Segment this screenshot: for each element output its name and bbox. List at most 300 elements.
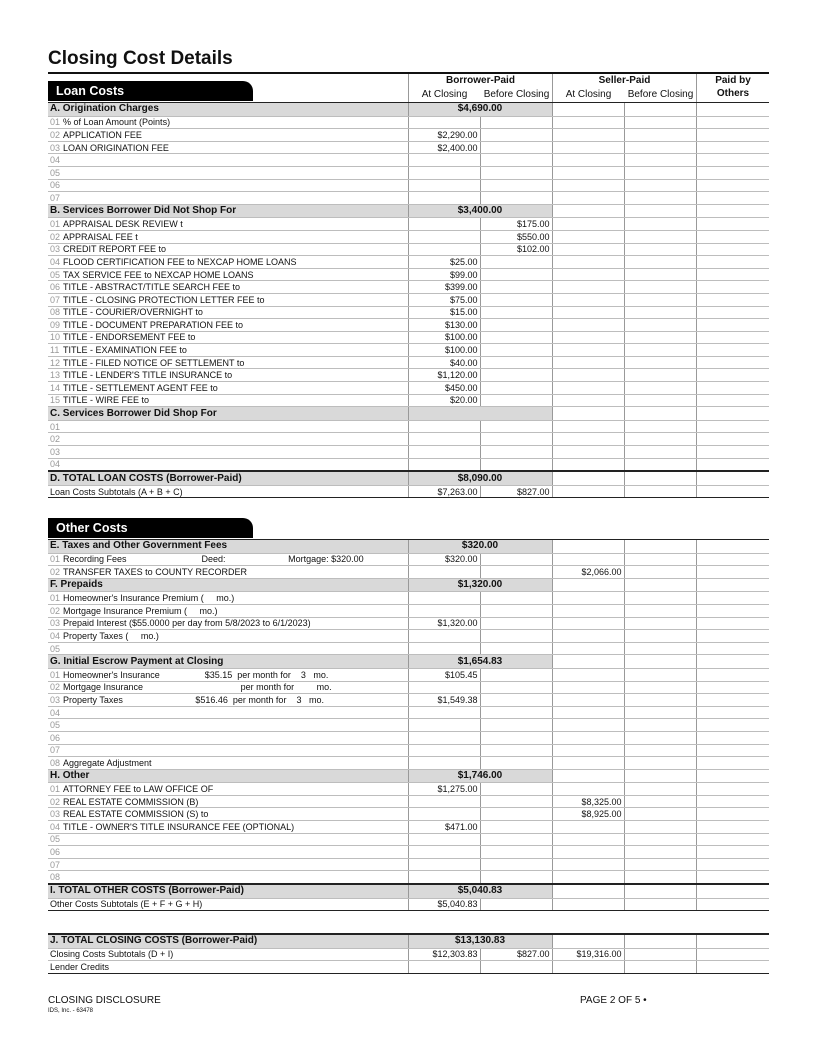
paid-by-others-cell	[696, 471, 769, 485]
borrower-at-closing-cell: $3,400.00	[408, 204, 552, 218]
line-item-row	[48, 344, 769, 357]
seller-at-closing-cell	[552, 103, 624, 117]
seller-at-closing-cell: $19,316.00	[552, 948, 624, 961]
seller-before-closing-cell	[624, 129, 696, 142]
borrower-at-closing-cell	[408, 592, 480, 605]
row-label-cell	[48, 553, 408, 566]
row-label: TITLE - WIRE FEE to	[63, 395, 150, 406]
row-label-cell	[48, 268, 408, 281]
seller-at-closing-cell	[552, 898, 624, 911]
borrower-before-closing-cell	[480, 420, 552, 433]
borrower-before-closing-cell	[480, 757, 552, 770]
row-label-cell	[48, 731, 408, 744]
row-label-cell	[48, 281, 408, 294]
borrower-at-closing-cell: $5,040.83	[408, 884, 552, 898]
paid-by-others-cell	[696, 166, 769, 179]
seller-before-closing-cell	[624, 706, 696, 719]
borrower-before-closing-cell	[480, 356, 552, 369]
seller-before-closing-cell	[624, 769, 696, 783]
seller-at-closing-cell	[552, 604, 624, 617]
line-number: 01	[50, 554, 61, 565]
line-number: 15	[50, 395, 61, 406]
row-label: Aggregate Adjustment	[63, 757, 152, 768]
row-label: Homeowner's Insurance $35.15 per month for 3 mo.	[63, 669, 329, 680]
seller-before-closing-cell	[624, 668, 696, 681]
borrower-at-closing-cell: $100.00	[408, 331, 480, 344]
paid-by-others-cell	[696, 655, 769, 669]
seller-at-closing-cell	[552, 166, 624, 179]
line-item-row	[48, 846, 769, 859]
line-item-row	[48, 630, 769, 643]
seller-at-closing-cell	[552, 655, 624, 669]
line-item-row	[48, 293, 769, 306]
line-number: 04	[50, 155, 61, 166]
line-number: 04	[50, 256, 61, 267]
row-label: Property Taxes ( mo.)	[63, 630, 159, 641]
row-label-cell	[48, 769, 408, 783]
borrower-at-closing-cell	[408, 795, 480, 808]
paid-by-others-cell	[696, 961, 769, 974]
row-label-cell	[48, 293, 408, 306]
row-label-cell	[48, 256, 408, 269]
seller-before-closing-cell	[624, 319, 696, 332]
line-number: 05	[50, 167, 61, 178]
seller-at-closing-cell	[552, 293, 624, 306]
seller-before-closing-cell	[624, 407, 696, 421]
seller-at-closing-cell	[552, 243, 624, 256]
row-label: J. TOTAL CLOSING COSTS (Borrower-Paid)	[50, 935, 258, 947]
borrower-at-closing-cell	[408, 833, 480, 846]
line-item-row	[48, 604, 769, 617]
seller-at-closing-cell	[552, 356, 624, 369]
row-label: TAX SERVICE FEE to NEXCAP HOME LOANS	[63, 269, 254, 280]
seller-before-closing-cell	[624, 420, 696, 433]
seller-before-closing-cell	[624, 871, 696, 884]
borrower-before-closing-cell	[480, 833, 552, 846]
footer-vendor: IDS, Inc. - 63478	[48, 1008, 94, 1014]
borrower-before-closing-cell	[480, 871, 552, 884]
paid-by-others-cell	[696, 485, 769, 498]
borrower-before-closing-cell	[480, 706, 552, 719]
row-label-cell	[48, 858, 408, 871]
borrower-at-closing-cell	[408, 420, 480, 433]
paid-by-others-cell	[696, 617, 769, 630]
borrower-before-closing-cell	[480, 795, 552, 808]
row-label: TITLE - LENDER'S TITLE INSURANCE to	[63, 370, 233, 381]
row-label-cell	[48, 116, 408, 129]
paid-by-others-cell	[696, 204, 769, 218]
paid-by-others-cell	[696, 694, 769, 707]
paid-by-others-cell	[696, 783, 769, 796]
row-label-cell	[48, 204, 408, 218]
seller-before-closing-cell	[624, 681, 696, 694]
row-label: Lender Credits	[50, 961, 110, 972]
paid-by-others-cell	[696, 268, 769, 281]
row-label-cell	[48, 604, 408, 617]
line-number: 06	[50, 732, 61, 743]
seller-at-closing-cell	[552, 934, 624, 948]
line-item-row	[48, 808, 769, 821]
line-item-row	[48, 898, 769, 911]
row-label: Recording Fees Deed: Mortgage: $320.00	[63, 554, 364, 565]
seller-before-closing-cell	[624, 281, 696, 294]
seller-before-closing-cell	[624, 394, 696, 407]
seller-at-closing-cell	[552, 578, 624, 592]
seller-at-closing-cell	[552, 433, 624, 446]
line-item-row	[48, 394, 769, 407]
borrower-before-closing-cell	[480, 446, 552, 459]
borrower-at-closing-cell: $320.00	[408, 540, 552, 554]
seller-at-closing-cell	[552, 694, 624, 707]
row-label: Mortgage Insurance per month for mo.	[63, 682, 332, 693]
borrower-before-closing-cell	[480, 141, 552, 154]
seller-before-closing-cell	[624, 578, 696, 592]
seller-at-closing-cell	[552, 230, 624, 243]
paid-by-others-cell	[696, 553, 769, 566]
paid-by-others-cell	[696, 154, 769, 167]
seller-at-closing-cell	[552, 485, 624, 498]
row-label: TITLE - CLOSING PROTECTION LETTER FEE to	[63, 294, 265, 305]
line-number: 01	[50, 593, 61, 604]
borrower-at-closing-cell: $1,320.00	[408, 578, 552, 592]
row-label: TITLE - SETTLEMENT AGENT FEE to	[63, 382, 218, 393]
row-label: F. Prepaids	[50, 579, 103, 591]
line-item-row	[48, 433, 769, 446]
borrower-before-closing-cell	[480, 961, 552, 974]
seller-before-closing-cell	[624, 655, 696, 669]
borrower-before-closing-cell	[480, 898, 552, 911]
line-number: 04	[50, 459, 61, 470]
row-label-cell	[48, 230, 408, 243]
line-number: 01	[50, 117, 61, 128]
seller-at-closing-cell	[552, 268, 624, 281]
seller-at-closing-cell	[552, 871, 624, 884]
seller-at-closing-cell	[552, 846, 624, 859]
seller-at-closing-cell	[552, 192, 624, 205]
row-label: TRANSFER TAXES to COUNTY RECORDER	[63, 566, 248, 577]
seller-paid-header: Seller-Paid	[598, 75, 651, 86]
line-item-row	[48, 319, 769, 332]
line-number: 02	[50, 231, 61, 242]
line-item-row	[48, 694, 769, 707]
borrower-before-closing-cell	[480, 281, 552, 294]
line-number: 02	[50, 434, 61, 445]
borrower-at-closing-cell: $4,690.00	[408, 103, 552, 117]
seller-before-closing-cell	[624, 166, 696, 179]
paid-by-others-cell	[696, 769, 769, 783]
borrower-before-closing-cell	[480, 166, 552, 179]
paid-by-others-cell	[696, 566, 769, 579]
paid-by-others-cell	[696, 540, 769, 554]
seller-at-closing-cell	[552, 592, 624, 605]
borrower-before-closing-cell	[480, 369, 552, 382]
other-costs-tab: Other Costs	[48, 518, 253, 538]
row-label-cell	[48, 617, 408, 630]
paid-by-others-header-1: Paid by	[715, 75, 751, 86]
paid-by-others-cell	[696, 948, 769, 961]
borrower-before-closing-cell	[480, 694, 552, 707]
line-number: 08	[50, 757, 61, 768]
borrower-at-closing-cell: $75.00	[408, 293, 480, 306]
row-label-cell	[48, 757, 408, 770]
seller-before-closing-cell	[624, 369, 696, 382]
paid-by-others-cell	[696, 192, 769, 205]
row-label: H. Other	[50, 769, 90, 781]
borrower-before-closing-cell	[480, 744, 552, 757]
line-item-row	[48, 331, 769, 344]
paid-by-others-cell	[696, 420, 769, 433]
paid-by-others-cell	[696, 179, 769, 192]
seller-before-closing-cell	[624, 961, 696, 974]
paid-by-others-cell	[696, 344, 769, 357]
borrower-before-closing-cell	[480, 566, 552, 579]
line-number: 03	[50, 809, 61, 820]
seller-at-closing-cell	[552, 394, 624, 407]
borrower-before-closing-cell	[480, 821, 552, 834]
seller-at-closing-cell	[552, 204, 624, 218]
line-item-row	[48, 179, 769, 192]
line-number: 02	[50, 566, 61, 577]
seller-before-closing-cell	[624, 694, 696, 707]
seller-at-closing-cell	[552, 961, 624, 974]
paid-by-others-cell	[696, 630, 769, 643]
borrower-at-closing-cell: $450.00	[408, 382, 480, 395]
row-label-cell	[48, 485, 408, 498]
line-item-row	[48, 566, 769, 579]
borrower-before-closing-cell	[480, 154, 552, 167]
row-label-cell	[48, 103, 408, 117]
borrower-at-closing-cell: $100.00	[408, 344, 480, 357]
row-label-cell	[48, 948, 408, 961]
borrower-before-closing-cell	[480, 731, 552, 744]
row-label: TITLE - ENDORSEMENT FEE to	[63, 332, 196, 343]
row-label-cell	[48, 369, 408, 382]
line-number: 11	[50, 345, 60, 356]
line-number: 03	[50, 142, 61, 153]
row-label: Homeowner's Insurance Premium ( mo.)	[63, 593, 235, 604]
row-label: C. Services Borrower Did Shop For	[50, 407, 217, 419]
paid-by-others-cell	[696, 369, 769, 382]
line-number: 08	[50, 872, 61, 883]
paid-by-others-cell	[696, 884, 769, 898]
paid-by-others-cell	[696, 230, 769, 243]
paid-by-others-cell	[696, 808, 769, 821]
seller-before-closing-cell	[624, 553, 696, 566]
borrower-at-closing-cell: $1,746.00	[408, 769, 552, 783]
borrower-at-closing-cell	[408, 458, 480, 471]
row-label-cell	[48, 833, 408, 846]
borrower-at-closing-cell	[408, 604, 480, 617]
line-number: 01	[50, 421, 61, 432]
row-label-cell	[48, 821, 408, 834]
borrower-at-closing-cell	[408, 846, 480, 859]
paid-by-others-cell	[696, 706, 769, 719]
seller-at-closing-cell	[552, 218, 624, 231]
line-number: 07	[50, 859, 61, 870]
line-item-row	[48, 268, 769, 281]
line-item-row	[48, 166, 769, 179]
line-item-row	[48, 681, 769, 694]
section-header-row	[48, 540, 769, 554]
paid-by-others-cell	[696, 103, 769, 117]
paid-by-others-cell	[696, 871, 769, 884]
seller-before-closing-cell	[624, 471, 696, 485]
line-item-row	[48, 129, 769, 142]
row-label-cell	[48, 655, 408, 669]
borrower-at-closing-cell: $1,654.83	[408, 655, 552, 669]
seller-at-closing-cell: $8,925.00	[552, 808, 624, 821]
borrower-at-closing-cell	[408, 230, 480, 243]
borrower-at-closing-cell: $130.00	[408, 319, 480, 332]
paid-by-others-cell	[696, 407, 769, 421]
line-item-row	[48, 230, 769, 243]
paid-by-others-cell	[696, 846, 769, 859]
header-col-divider-3	[696, 74, 697, 102]
paid-by-others-cell	[696, 446, 769, 459]
row-label: APPLICATION FEE	[63, 129, 142, 140]
borrower-at-closing-cell: $399.00	[408, 281, 480, 294]
section-header-row	[48, 407, 769, 421]
borrower-before-closing-cell	[480, 681, 552, 694]
seller-before-closing-cell	[624, 446, 696, 459]
seller-before-closing-cell	[624, 833, 696, 846]
paid-by-others-cell	[696, 129, 769, 142]
line-item-row	[48, 243, 769, 256]
seller-before-closing-cell	[624, 192, 696, 205]
seller-before-closing-cell	[624, 795, 696, 808]
seller-before-closing-cell	[624, 154, 696, 167]
row-label: E. Taxes and Other Government Fees	[50, 540, 228, 552]
line-number: 07	[50, 192, 61, 203]
borrower-at-closing-cell: $15.00	[408, 306, 480, 319]
seller-at-closing-cell	[552, 757, 624, 770]
row-label-cell	[48, 141, 408, 154]
line-number: 08	[50, 307, 61, 318]
borrower-at-closing-cell	[408, 731, 480, 744]
row-label: APPRAISAL DESK REVIEW t	[63, 219, 183, 230]
seller-before-closing-cell	[624, 306, 696, 319]
row-label: TITLE - DOCUMENT PREPARATION FEE to	[63, 319, 244, 330]
row-label-cell	[48, 719, 408, 732]
borrower-before-closing-cell: $827.00	[480, 485, 552, 498]
seller-at-closing-cell	[552, 858, 624, 871]
seller-before-closing-cell	[624, 719, 696, 732]
paid-by-others-cell	[696, 821, 769, 834]
seller-before-closing-cell	[624, 948, 696, 961]
borrower-at-closing-cell	[408, 961, 480, 974]
seller-before-closing-cell	[624, 540, 696, 554]
loan-costs-tab: Loan Costs	[48, 81, 253, 101]
paid-by-others-cell	[696, 218, 769, 231]
footer-page-number: PAGE 2 OF 5 •	[580, 995, 647, 1006]
borrower-before-closing-cell	[480, 268, 552, 281]
line-number: 02	[50, 129, 61, 140]
borrower-at-closing-cell	[408, 871, 480, 884]
line-number: 12	[50, 357, 61, 368]
row-label-cell	[48, 344, 408, 357]
row-label-cell	[48, 420, 408, 433]
seller-before-closing-cell	[624, 243, 696, 256]
seller-at-closing-cell: $8,325.00	[552, 795, 624, 808]
seller-before-closing-cell	[624, 617, 696, 630]
borrower-before-closing-cell	[480, 433, 552, 446]
paid-by-others-cell	[696, 719, 769, 732]
paid-by-others-cell	[696, 394, 769, 407]
paid-by-others-header-2: Others	[716, 88, 750, 99]
row-label-cell	[48, 446, 408, 459]
seller-at-closing-cell	[552, 833, 624, 846]
line-number: 02	[50, 796, 61, 807]
seller-before-closing-cell	[624, 846, 696, 859]
row-label: ATTORNEY FEE to LAW OFFICE OF	[63, 784, 214, 795]
row-label: B. Services Borrower Did Not Shop For	[50, 205, 237, 217]
row-label: I. TOTAL OTHER COSTS (Borrower-Paid)	[50, 885, 244, 897]
seller-before-closing-cell	[624, 116, 696, 129]
borrower-before-closing-cell	[480, 668, 552, 681]
row-label: FLOOD CERTIFICATION FEE to NEXCAP HOME LOANS	[63, 256, 297, 267]
borrower-at-closing-cell	[408, 407, 552, 421]
seller-before-closing-cell	[624, 103, 696, 117]
line-number: 05	[50, 720, 61, 731]
seller-before-closing-cell	[624, 344, 696, 357]
line-item-row	[48, 256, 769, 269]
borrower-at-closing-cell	[408, 630, 480, 643]
seller-before-closing-cell	[624, 934, 696, 948]
total-row	[48, 471, 769, 485]
loan-costs-table	[48, 102, 769, 498]
row-label-cell	[48, 694, 408, 707]
seller-at-closing-cell	[552, 540, 624, 554]
borrower-before-closing-cell	[480, 129, 552, 142]
seller-before-closing-cell	[624, 898, 696, 911]
line-number: 03	[50, 694, 61, 705]
seller-at-closing-cell	[552, 783, 624, 796]
line-item-row	[48, 192, 769, 205]
borrower-before-closing-cell	[480, 306, 552, 319]
borrower-before-closing-cell: $827.00	[480, 948, 552, 961]
total-closing-costs-table	[48, 933, 769, 974]
borrower-before-closing-cell: $175.00	[480, 218, 552, 231]
row-label-cell	[48, 319, 408, 332]
seller-at-closing-cell	[552, 553, 624, 566]
borrower-before-closing-cell	[480, 808, 552, 821]
borrower-at-closing-header: At Closing	[421, 89, 468, 100]
row-label-cell	[48, 192, 408, 205]
paid-by-others-cell	[696, 744, 769, 757]
line-item-row	[48, 458, 769, 471]
borrower-at-closing-cell: $320.00	[408, 553, 480, 566]
line-item-row	[48, 617, 769, 630]
line-number: 01	[50, 219, 61, 230]
row-label: Prepaid Interest ($55.0000 per day from 5/8/2023 to 6/1/2023)	[63, 618, 311, 629]
borrower-before-closing-header: Before Closing	[483, 89, 550, 100]
line-item-row	[48, 642, 769, 655]
row-label-cell	[48, 306, 408, 319]
paid-by-others-cell	[696, 757, 769, 770]
section-header-row	[48, 204, 769, 218]
seller-at-closing-cell	[552, 617, 624, 630]
seller-at-closing-cell: $2,066.00	[552, 566, 624, 579]
paid-by-others-cell	[696, 382, 769, 395]
borrower-before-closing-cell	[480, 394, 552, 407]
seller-before-closing-cell	[624, 458, 696, 471]
row-label: CREDIT REPORT FEE to	[63, 244, 167, 255]
borrower-at-closing-cell: $1,320.00	[408, 617, 480, 630]
row-label-cell	[48, 884, 408, 898]
line-item-row	[48, 420, 769, 433]
row-label: TITLE - EXAMINATION FEE to	[63, 345, 187, 356]
line-item-row	[48, 795, 769, 808]
